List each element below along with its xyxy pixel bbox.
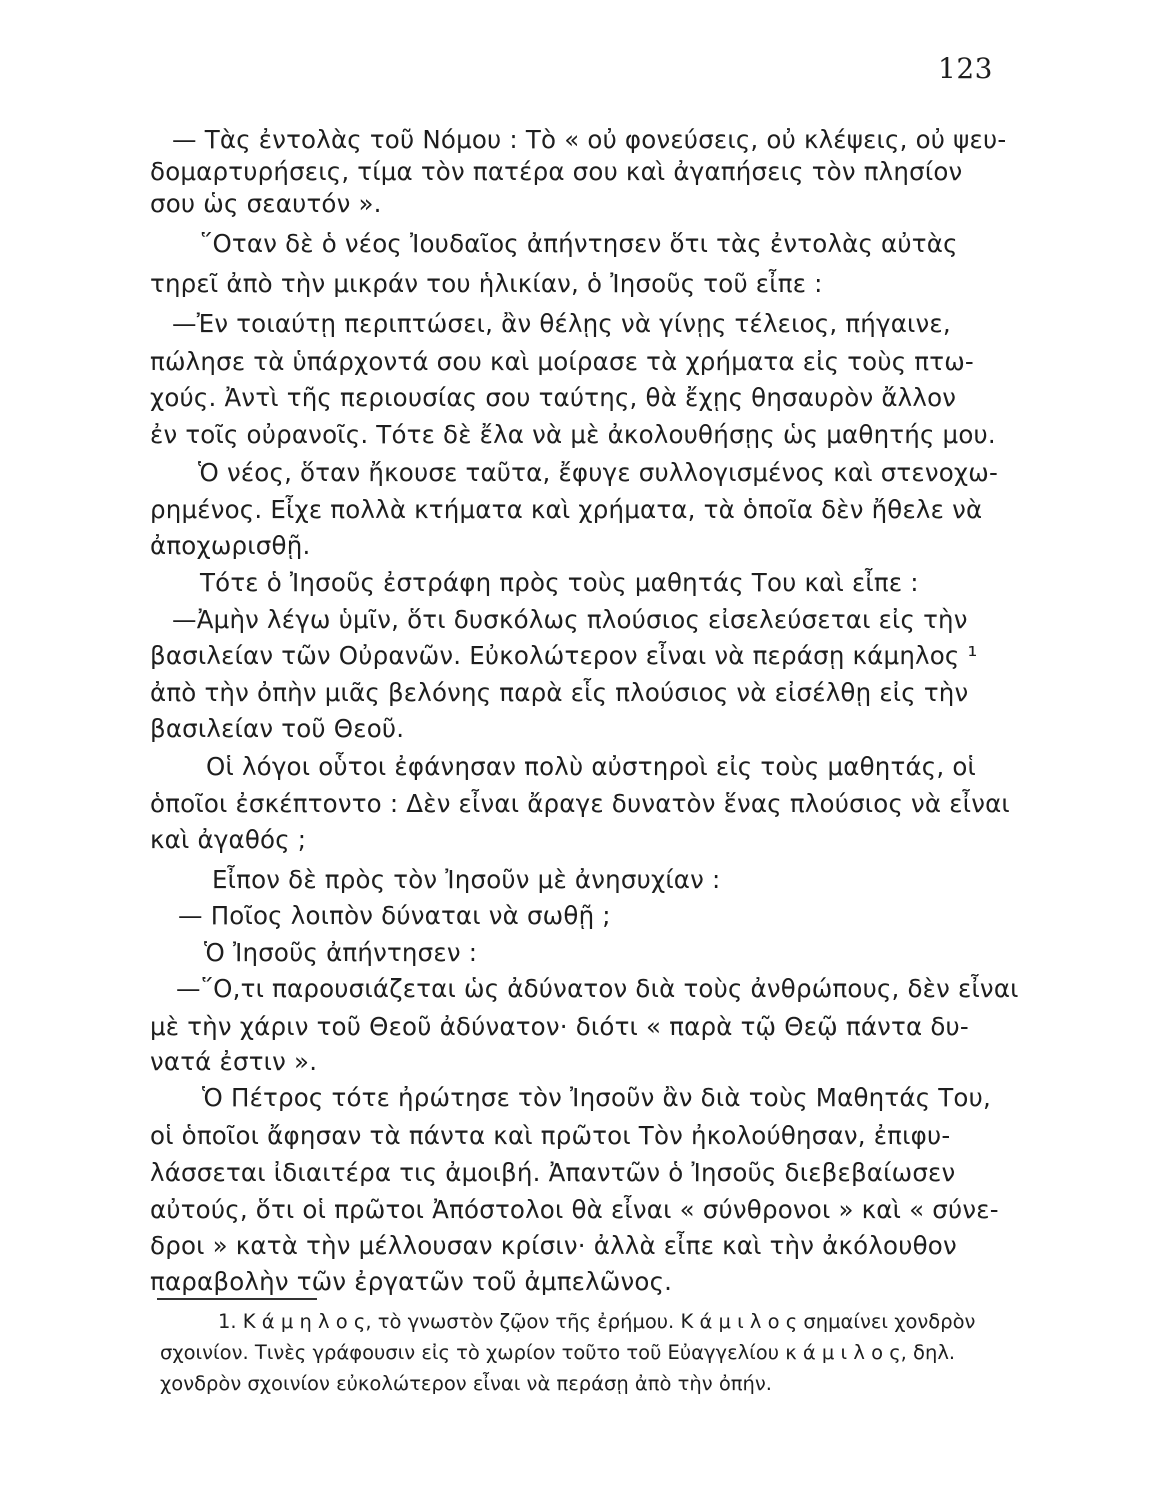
footnote-line: 1. Κ ά μ η λ ο ς, τὸ γνωστὸν ζῷον τῆς ἐρήμου. Κ ά μ ι λ ο ς σημαίνει χονδρὸν [218,1310,976,1333]
text-line: Τότε ὁ Ἰησοῦς ἐστράφη πρὸς τοὺς μαθητάς Του καὶ εἶπε : [200,568,919,597]
text-line: τηρεῖ ἀπὸ τὴν μικράν του ἡλικίαν, ὁ Ἰησοῦς τοῦ εἶπε : [150,269,823,298]
text-line: παραβολὴν τῶν ἐργατῶν τοῦ ἀμπελῶνος. [150,1267,673,1296]
text-line: οἱ ὁποῖοι ἄφησαν τὰ πάντα καὶ πρῶτοι Τὸν ἠκολούθησαν, ἐπιφυ- [150,1121,951,1150]
text-line: Ὁ νέος, ὅταν ἤκουσε ταῦτα, ἔφυγε συλλογισμένος καὶ στενοχω- [198,458,999,487]
text-line: ὁποῖοι ἐσκέπτοντο : Δὲν εἶναι ἄραγε δυνατὸν ἕνας πλούσιος νὰ εἶναι [150,789,1010,818]
text-line: ἀποχωρισθῇ. [150,531,311,560]
text-line: —῞Ο,τι παρουσιάζεται ὡς ἀδύνατον διὰ τοὺς ἀνθρώπους, δὲν εἶναι [176,974,1019,1003]
text-line: αὐτούς, ὅτι οἱ πρῶτοι Ἀπόστολοι θὰ εἶναι « σύνθρονοι » καὶ « σύνε- [150,1195,999,1224]
text-line: λάσσεται ἰδιαιτέρα τις ἀμοιβή. Ἀπαντῶν ὁ Ἰησοῦς διεβεβαίωσεν [150,1158,956,1187]
text-line: πώλησε τὰ ὑπάρχοντά σου καὶ μοίρασε τὰ χρήματα εἰς τοὺς πτω- [150,347,974,376]
footnote-divider [157,1298,317,1300]
text-line: νατά ἐστιν ». [150,1047,318,1076]
text-line: βασιλείαν τῶν Οὐρανῶν. Εὐκολώτερον εἶναι νὰ περάσῃ κάμηλος ¹ [150,641,978,670]
text-line: σου ὡς σεαυτόν ». [150,189,382,218]
text-line: δροι » κατὰ τὴν μέλλουσαν κρίσιν· ἀλλὰ εἶπε καὶ τὴν ἀκόλουθον [150,1231,957,1260]
text-line: ῞Οταν δὲ ὁ νέος Ἰουδαῖος ἀπήντησεν ὅτι τὰς ἐντολὰς αὐτὰς [200,229,958,258]
text-line: Ὁ Ἰησοῦς ἀπήντησεν : [204,938,478,967]
footnote-line: σχοινίον. Τινὲς γράφουσιν εἰς τὸ χωρίον τοῦτο τοῦ Εὐαγγελίου κ ά μ ι λ ο ς, δηλ. [160,1341,956,1364]
text-line: ἀπὸ τὴν ὀπὴν μιᾶς βελόνης παρὰ εἷς πλούσιος νὰ εἰσέλθῃ εἰς τὴν [150,678,969,707]
text-line: Οἱ λόγοι οὗτοι ἐφάνησαν πολὺ αὐστηροὶ εἰς τοὺς μαθητάς, οἱ [206,752,977,781]
text-line: Εἶπον δὲ πρὸς τὸν Ἰησοῦν μὲ ἀνησυχίαν : [212,865,721,894]
text-line: ρημένος. Εἶχε πολλὰ κτήματα καὶ χρήματα, τὰ ὁποῖα δὲν ἤθελε νὰ [150,495,983,524]
text-line: καὶ ἀγαθός ; [150,825,307,854]
text-line: — Τὰς ἐντολὰς τοῦ Νόμου : Τὸ « οὐ φονεύσεις, οὐ κλέψεις, οὐ ψευ- [172,125,1007,154]
text-line: χούς. Ἀντὶ τῆς περιουσίας σου ταύτης, θὰ ἔχῃς θησαυρὸν ἄλλον [150,383,957,412]
text-line: —Ἀμὴν λέγω ὑμῖν, ὅτι δυσκόλως πλούσιος εἰσελεύσεται εἰς τὴν [172,605,968,634]
text-line: βασιλείαν τοῦ Θεοῦ. [150,714,405,743]
text-line: — Ποῖος λοιπὸν δύναται νὰ σωθῇ ; [178,901,611,930]
text-line: δομαρτυρήσεις, τίμα τὸν πατέρα σου καὶ ἀγαπήσεις τὸν πλησίον [150,157,963,186]
footnote-line: χονδρὸν σχοινίον εὐκολώτερον εἶναι νὰ περάσῃ ἀπὸ τὴν ὀπήν. [160,1372,772,1395]
text-line: μὲ τὴν χάριν τοῦ Θεοῦ ἀδύνατον· διότι « παρὰ τῷ Θεῷ πάντα δυ- [150,1012,969,1041]
text-line: —Ἐν τοιαύτῃ περιπτώσει, ἂν θέλῃς νὰ γίνῃς τέλειος, πήγαινε, [172,309,951,338]
page-number: 123 [938,52,993,85]
text-line: ἐν τοῖς οὐρανοῖς. Τότε δὲ ἔλα νὰ μὲ ἀκολουθήσῃς ὡς μαθητής μου. [150,420,996,449]
text-line: Ὁ Πέτρος τότε ἠρώτησε τὸν Ἰησοῦν ἂν διὰ τοὺς Μαθητάς Του, [202,1083,991,1112]
